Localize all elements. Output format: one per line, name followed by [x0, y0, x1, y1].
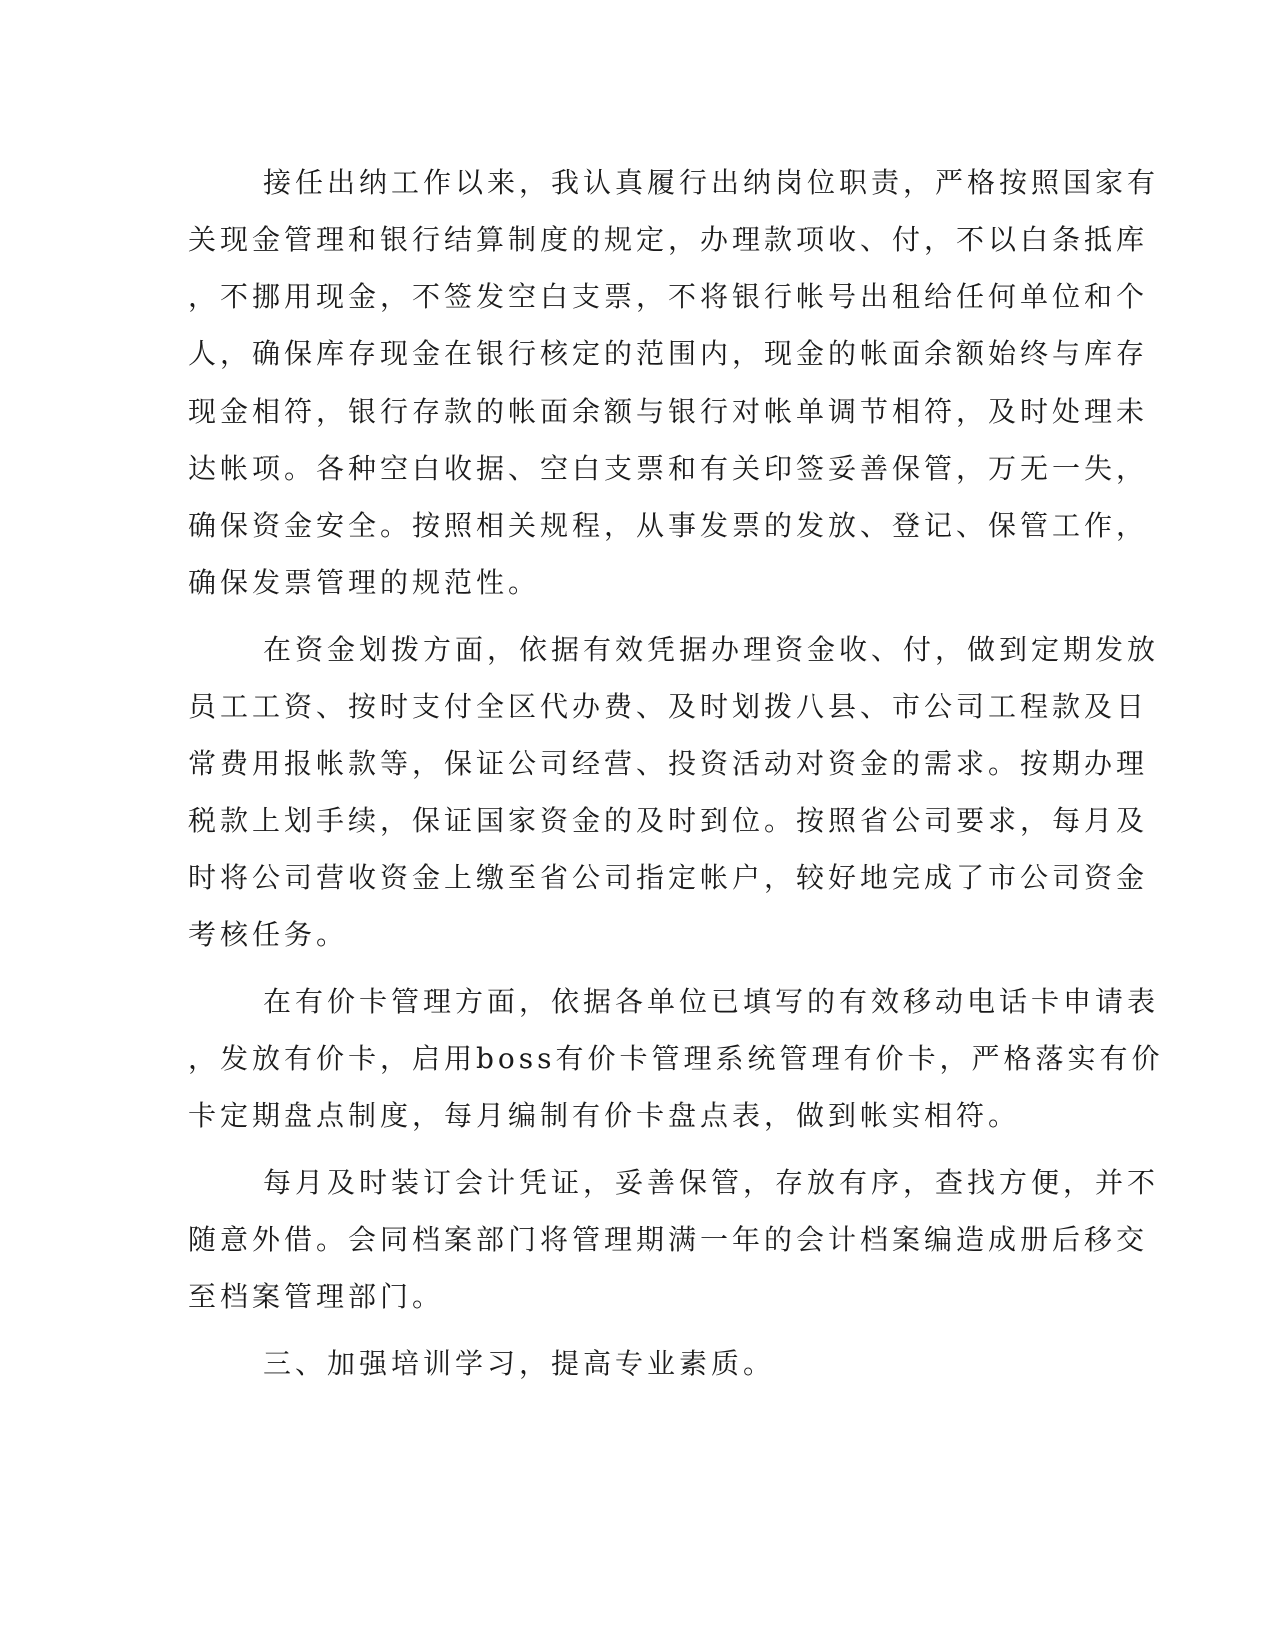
paragraph-1-line-2: 关现金管理和银行结算制度的规定，办理款项收、付，不以白条抵库: [188, 223, 1149, 256]
paragraph-1-line-5: 现金相符，银行存款的帐面余额与银行对帐单调节相符，及时处理未: [188, 395, 1149, 428]
paragraph-3-line-3: 卡定期盘点制度，每月编制有价卡盘点表，做到帐实相符。: [188, 1099, 1021, 1132]
paragraph-4-line-1: 每月及时装订会计凭证，妥善保管，存放有序，查找方便，并不: [263, 1166, 1160, 1199]
paragraph-3-line-1: 在有价卡管理方面，依据各单位已填写的有效移动电话卡申请表: [263, 985, 1160, 1018]
paragraph-1-line-6: 达帐项。各种空白收据、空白支票和有关印签妥善保管，万无一失，: [188, 452, 1149, 485]
paragraph-1-line-3: ，不挪用现金，不签发空白支票，不将银行帐号出租给任何单位和个: [188, 280, 1149, 313]
paragraph-2-line-3: 常费用报帐款等，保证公司经营、投资活动对资金的需求。按期办理: [188, 747, 1149, 780]
paragraph-2-line-4: 税款上划手续，保证国家资金的及时到位。按照省公司要求，每月及: [188, 804, 1149, 837]
paragraph-4-line-3: 至档案管理部门。: [188, 1280, 445, 1313]
paragraph-3-line-2: ，发放有价卡，启用boss有价卡管理系统管理有价卡，严格落实有价: [188, 1042, 1164, 1075]
paragraph-1-line-1: 接任出纳工作以来，我认真履行出纳岗位职责，严格按照国家有: [263, 166, 1160, 199]
paragraph-2-line-6: 考核任务。: [188, 918, 349, 951]
paragraph-1-line-8: 确保发票管理的规范性。: [188, 566, 541, 599]
paragraph-1-line-7: 确保资金安全。按照相关规程，从事发票的发放、登记、保管工作，: [188, 509, 1149, 542]
paragraph-1-line-4: 人，确保库存现金在银行核定的范围内，现金的帐面余额始终与库存: [188, 337, 1149, 370]
paragraph-2-line-1: 在资金划拨方面，依据有效凭据办理资金收、付，做到定期发放: [263, 633, 1160, 666]
paragraph-2-line-5: 时将公司营收资金上缴至省公司指定帐户，较好地完成了市公司资金: [188, 861, 1149, 894]
section-heading: 三、加强培训学习，提高专业素质。: [263, 1347, 776, 1380]
paragraph-4-line-2: 随意外借。会同档案部门将管理期满一年的会计档案编造成册后移交: [188, 1223, 1149, 1256]
paragraph-2-line-2: 员工工资、按时支付全区代办费、及时划拨八县、市公司工程款及日: [188, 690, 1149, 723]
